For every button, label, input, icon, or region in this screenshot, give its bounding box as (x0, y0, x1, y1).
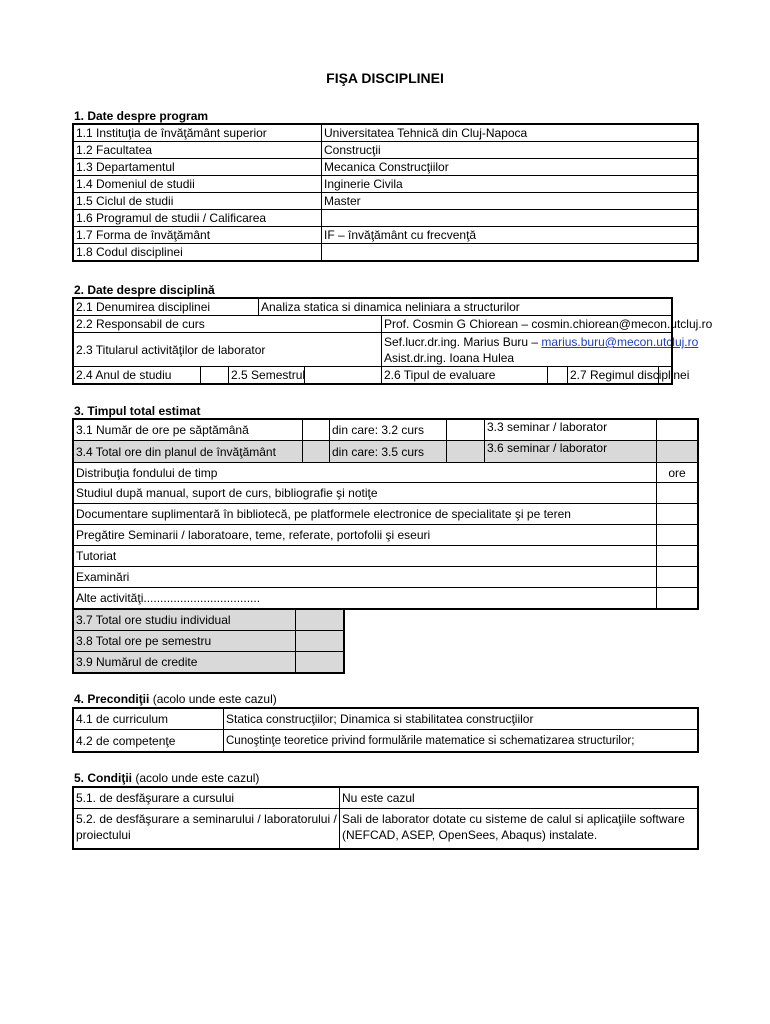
total-label: 3.7 Total ore studiu individual (74, 610, 296, 631)
section-1-heading: 1. Date despre program (74, 109, 209, 123)
precondition-competence-value: Cunoştinţe teoretice privind formulările matematice si schematizarea structurilor; (224, 730, 698, 752)
discipline-name-value: Analiza statica si dinamica neliniara a structurilor (259, 299, 672, 316)
time-distribution-row (74, 483, 698, 504)
time-distribution-label: Pregătire Seminarii / laboratoare, teme, referate, portofolii şi eseuri (74, 525, 657, 546)
program-row (74, 125, 698, 142)
time-distribution-value (657, 504, 698, 525)
program-row (74, 193, 698, 210)
time-distribution-value (657, 546, 698, 567)
section-2-heading: 2. Date despre disciplină (74, 283, 215, 297)
lab-titular-line1: Sef.lucr.dr.ing. Marius Buru – (384, 335, 542, 349)
hours-plan-course-label: din care: 3.5 curs (330, 441, 447, 463)
condition-lab-value: Sali de laborator dotate cu sisteme de calul si aplicaţiile software (NEFCAD, ASEP, OpenSees, Abaqus) instalate. (340, 809, 698, 849)
lab-titular-value (382, 333, 699, 367)
time-distribution-label: Tutoriat (74, 546, 657, 567)
lab-titular-email-link[interactable]: marius.buru@mecon.utcluj.ro (541, 335, 699, 349)
section-5-heading-bold: 5. Condiţii (74, 771, 132, 785)
precondition-competence-label: 4.2 de competenţe (74, 730, 224, 752)
hours-plan-value (303, 441, 330, 463)
condition-course-value: Nu este cazul (340, 788, 698, 809)
program-row (74, 176, 698, 193)
total-label: 3.8 Total ore pe semestru (74, 631, 296, 652)
hours-week-seminar-label: 3.3 seminar / laborator (485, 420, 657, 441)
time-distribution-label: Examinări (74, 567, 657, 588)
time-distribution-row (74, 504, 698, 525)
hours-plan-course-value (447, 441, 485, 463)
time-distribution-label: Studiul după manual, suport de curs, bibliografie şi notiţe (74, 483, 657, 504)
semester-label: 2.5 Semestrul (229, 367, 305, 384)
time-distribution-label: Alte activităţi................................... (74, 588, 657, 609)
conditions-table (73, 787, 698, 849)
hours-plan-seminar-value (657, 441, 698, 463)
program-row (74, 159, 698, 176)
time-distribution-value (657, 525, 698, 546)
semester-value (305, 367, 382, 384)
hours-plan-label: 3.4 Total ore din planul de învăţământ (74, 441, 303, 463)
precondition-curriculum-value: Statica construcţiilor; Dinamica si stabilitatea construcţiilor (224, 709, 698, 730)
time-distribution-row (74, 525, 698, 546)
program-row-label: 1.5 Ciclul de studii (74, 193, 322, 210)
section-4-heading-bold: 4. Precondiţii (74, 692, 150, 706)
course-responsible-label: 2.2 Responsabil de curs (74, 316, 382, 333)
program-row-value: Mecanica Construcţiilor (322, 159, 698, 176)
program-row-value: Master (322, 193, 698, 210)
program-row (74, 227, 698, 244)
program-row-value (322, 210, 698, 227)
course-responsible-value: Prof. Cosmin G Chiorean – cosmin.chiorean@mecon.utcluj.ro (382, 316, 672, 333)
section-4-heading (74, 692, 277, 706)
total-row (74, 610, 344, 631)
time-distribution-value (657, 567, 698, 588)
program-row-label: 1.3 Departamentul (74, 159, 322, 176)
hours-week-value (303, 420, 330, 441)
total-label: 3.9 Numărul de credite (74, 652, 296, 673)
program-row (74, 210, 698, 227)
time-distribution-value (657, 588, 698, 609)
time-distribution-label: Distribuţia fondului de timp (74, 463, 657, 483)
program-table (73, 124, 698, 261)
program-row-value: IF – învăţământ cu frecvenţă (322, 227, 698, 244)
time-distribution-row (74, 546, 698, 567)
totals-table (73, 609, 344, 673)
hours-week-course-value (447, 420, 485, 441)
section-5-heading (74, 771, 259, 785)
section-5-heading-note: (acolo unde este cazul) (132, 771, 260, 785)
evaluation-label: 2.6 Tipul de evaluare (382, 367, 548, 384)
section-3-heading: 3. Timpul total estimat (74, 404, 201, 418)
time-distribution-row (74, 588, 698, 609)
total-value (296, 631, 344, 652)
lab-titular-label: 2.3 Titularul activităţilor de laborator (74, 333, 382, 367)
program-row-value: Construcţii (322, 142, 698, 159)
program-row-label: 1.8 Codul disciplinei (74, 244, 322, 261)
time-distribution-value (657, 483, 698, 504)
discipline-table (73, 298, 713, 384)
evaluation-value (548, 367, 568, 384)
condition-lab-label: 5.2. de desfăşurare a seminarului / laboratorului / proiectului (74, 809, 340, 849)
program-row-label: 1.2 Facultatea (74, 142, 322, 159)
program-row-value (322, 244, 698, 261)
time-distribution-label: Documentare suplimentară în bibliotecă, pe platformele electronice de specialitate şi pe teren (74, 504, 657, 525)
hours-unit-label: ore (657, 463, 698, 483)
discipline-name-label: 2.1 Denumirea disciplinei (74, 299, 259, 316)
hours-week-course-label: din care: 3.2 curs (330, 420, 447, 441)
program-row-label: 1.4 Domeniul de studii (74, 176, 322, 193)
hours-week-seminar-value (657, 420, 698, 441)
page-title: FIŞA DISCIPLINEI (326, 70, 444, 86)
total-row (74, 652, 344, 673)
program-row-value: Inginerie Civila (322, 176, 698, 193)
program-row-value: Universitatea Tehnică din Cluj-Napoca (322, 125, 698, 142)
total-row (74, 631, 344, 652)
section-4-heading-note: (acolo unde este cazul) (149, 692, 277, 706)
program-row (74, 142, 698, 159)
program-row-label: 1.7 Forma de învăţământ (74, 227, 322, 244)
program-row-label: 1.6 Programul de studii / Calificarea (74, 210, 322, 227)
program-row-label: 1.1 Instituţia de învăţământ superior (74, 125, 322, 142)
precondition-curriculum-label: 4.1 de curriculum (74, 709, 224, 730)
total-value (296, 610, 344, 631)
year-value (201, 367, 229, 384)
total-value (296, 652, 344, 673)
program-row (74, 244, 698, 261)
preconditions-table (73, 708, 698, 752)
hours-week-label: 3.1 Număr de ore pe săptămână (74, 420, 303, 441)
time-distribution-row (74, 567, 698, 588)
regime-label: 2.7 Regimul disciplinei (568, 367, 659, 384)
lab-titular-line2: Asist.dr.ing. Ioana Hulea (384, 351, 515, 365)
year-label: 2.4 Anul de studiu (74, 367, 201, 384)
hours-plan-seminar-label: 3.6 seminar / laborator (485, 441, 657, 463)
time-table (73, 419, 698, 609)
condition-course-label: 5.1. de desfăşurare a cursului (74, 788, 340, 809)
